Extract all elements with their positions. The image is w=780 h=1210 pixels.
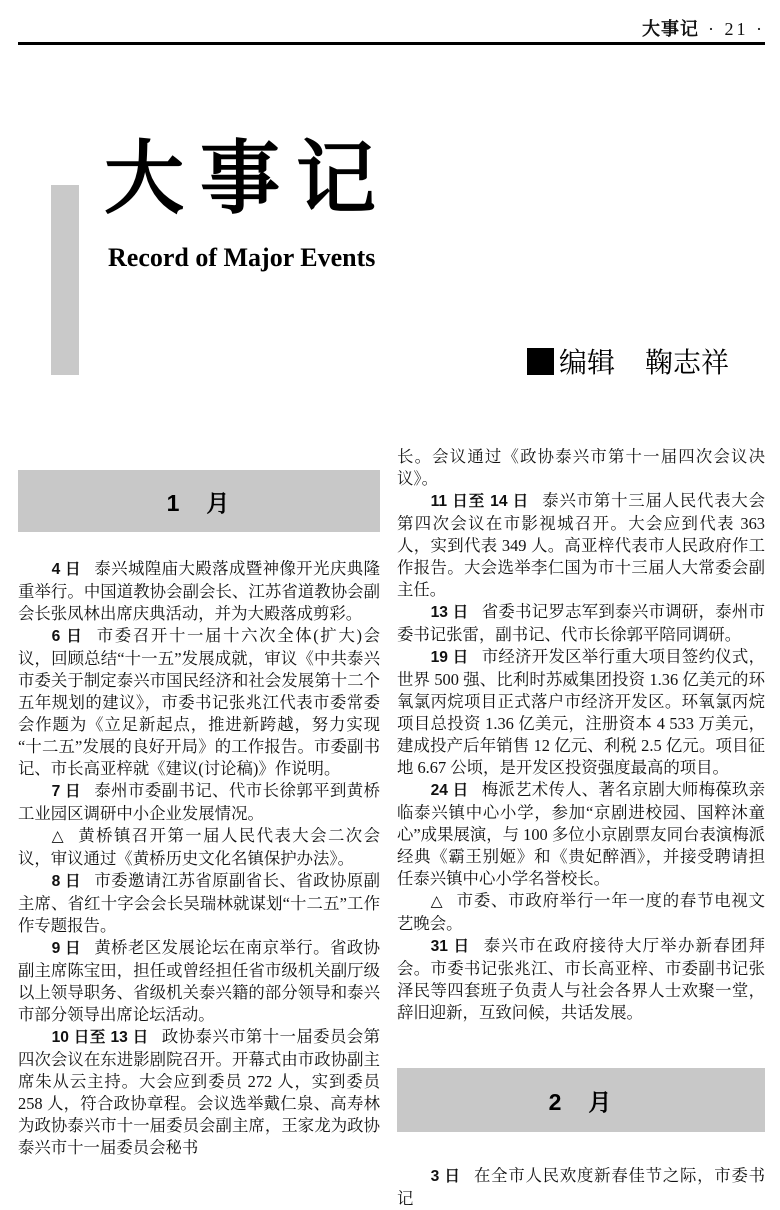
event-paragraph: 7 日 泰州市委副书记、代市长徐郭平到黄桥工业园区调研中小企业发展情况。 [18, 781, 380, 823]
month-header-february [397, 1068, 765, 1132]
column-january [18, 470, 380, 1159]
event-paragraph: 19 日 市经济开发区举行重大项目签约仪式，世界 500 强、比利时苏威集团投资 1.36 亿美元的环氧氯丙烷项目正式落户市经济开发区。环氧氯丙烷项目总投资 1.36 亿美元，注册资本 4 533 万美元，建成投产后年销售 12 亿元、利税 2.5 亿元。项目征地 6.67 公顷，是开发区投资强度最高的项目。 [397, 647, 765, 777]
event-date: △ [51, 828, 66, 845]
title-accent-bar [51, 185, 79, 375]
event-paragraph: 4 日 泰兴城隍庙大殿落成暨神像开光庆典隆重举行。中国道教协会副会长、江苏省道教协会副会长张凤林出席庆典活动，并为大殿落成剪彩。 [18, 559, 380, 623]
event-paragraph: 长。会议通过《政协泰兴市第十一届四次会议决议》。 [397, 447, 765, 488]
event-paragraph: 8 日 市委邀请江苏省原副省长、省政协原副主席、省红十字会会长吴瑞林就谋划“十二五”工作作专题报告。 [18, 871, 380, 935]
january-paragraphs [18, 558, 380, 1159]
event-paragraph: △ 黄桥镇召开第一届人民代表大会二次会议，审议通过《黄桥历史文化名镇保护办法》。 [18, 826, 380, 868]
event-date: 7 日 [51, 783, 82, 800]
event-paragraph: 24 日 梅派艺术传人、著名京剧大师梅葆玖亲临泰兴镇中心小学，参加“京剧进校园、国粹沐童心”成果展演，与 100 多位小京剧票友同台表演梅派经典《霸王别姬》和《贵妃醉酒》，并接受聘请担任泰兴镇中心小学名誉校长。 [397, 780, 765, 888]
event-date: 8 日 [51, 873, 82, 890]
event-date: 24 日 [430, 782, 469, 799]
event-date: 19 日 [430, 649, 469, 666]
page-title: 大事记 [104, 136, 392, 224]
editor-label: 编辑 [559, 348, 616, 379]
event-paragraph: 11 日至 14 日 泰兴市第十三届人民代表大会第四次会议在市影视城召开。大会应到代表 363 人，实到代表 349 人。高亚梓代表市人民政府作工作报告。大会选举李仁国为市十三届人大常委会副主任。 [397, 491, 766, 599]
event-paragraph: △ 市委、市政府举行一年一度的春节电视文艺晚会。 [397, 891, 765, 933]
event-date: △ [430, 893, 444, 910]
event-date: 4 日 [51, 561, 82, 578]
column-right [397, 446, 765, 1210]
event-date: 10 日至 13 日 [51, 1029, 149, 1046]
editor-line [527, 341, 729, 381]
month-header-february-label: 2 月 [548, 1088, 614, 1115]
header-rule [18, 42, 765, 45]
running-head-page-number: · 21 · [708, 19, 765, 39]
editor-name: 鞠志祥 [645, 348, 730, 379]
event-paragraph: 3 日 在全市人民欢度新春佳节之际，市委书记 [397, 1166, 766, 1208]
event-date: 6 日 [51, 628, 84, 645]
page-subtitle: Record of Major Events [108, 243, 376, 272]
event-paragraph: 31 日 泰兴市在政府接待大厅举办新春团拜会。市委书记张兆江、市长高亚梓、市委副书记张泽民等四套班子负责人与社会各界人士欢聚一堂，辞旧迎新，互致问候，共话发展。 [397, 936, 766, 1022]
month-header-january [18, 470, 380, 532]
february-paragraphs [397, 1165, 765, 1210]
month-header-january-label: 1 月 [166, 489, 232, 516]
event-date: 13 日 [430, 604, 469, 621]
event-paragraph: 9 日 黄桥老区发展论坛在南京举行。省政协副主席陈宝田，担任或曾经担任省市级机关副厅级以上领导职务、省级机关泰兴籍的部分领导和泰兴市部分领导出席论坛活动。 [18, 938, 380, 1024]
event-date: 3 日 [430, 1168, 461, 1185]
event-paragraph: 13 日 省委书记罗志军到泰兴市调研，泰州市委书记张雷，副书记、代市长徐郭平陪同调研。 [397, 602, 765, 644]
event-paragraph: 6 日 市委召开十一届十六次全体(扩大)会议，回顾总结“十一五”发展成就，审议《中共泰兴市委关于制定泰兴市国民经济和社会发展第十二个五年规划的建议》，市委书记张兆江代表市委常委会作题为《立足新起点，推进新跨越，努力实现“十二五”发展的良好开局》的工作报告。市委副书记、市长高亚梓就《建议(讨论稿)》作说明。 [18, 626, 380, 778]
running-head-section-title: 大事记 [642, 19, 699, 39]
running-head [642, 15, 765, 41]
event-date: 11 日至 14 日 [430, 493, 530, 510]
editor-square-icon [527, 348, 554, 375]
event-date: 31 日 [430, 938, 471, 955]
event-paragraph: 10 日至 13 日 政协泰兴市第十一届委员会第四次会议在东进影剧院召开。开幕式由市政协副主席朱从云主持。大会应到委员 272 人，实到委员 258 人，符合政协章程。会议选举戴仁泉、高寿林为政协泰兴市十一届委员会副主席，王家龙为政协泰兴市十一届委员会秘书 [18, 1027, 380, 1157]
january-paragraphs-continued [397, 446, 765, 1024]
event-date: 9 日 [51, 940, 82, 957]
